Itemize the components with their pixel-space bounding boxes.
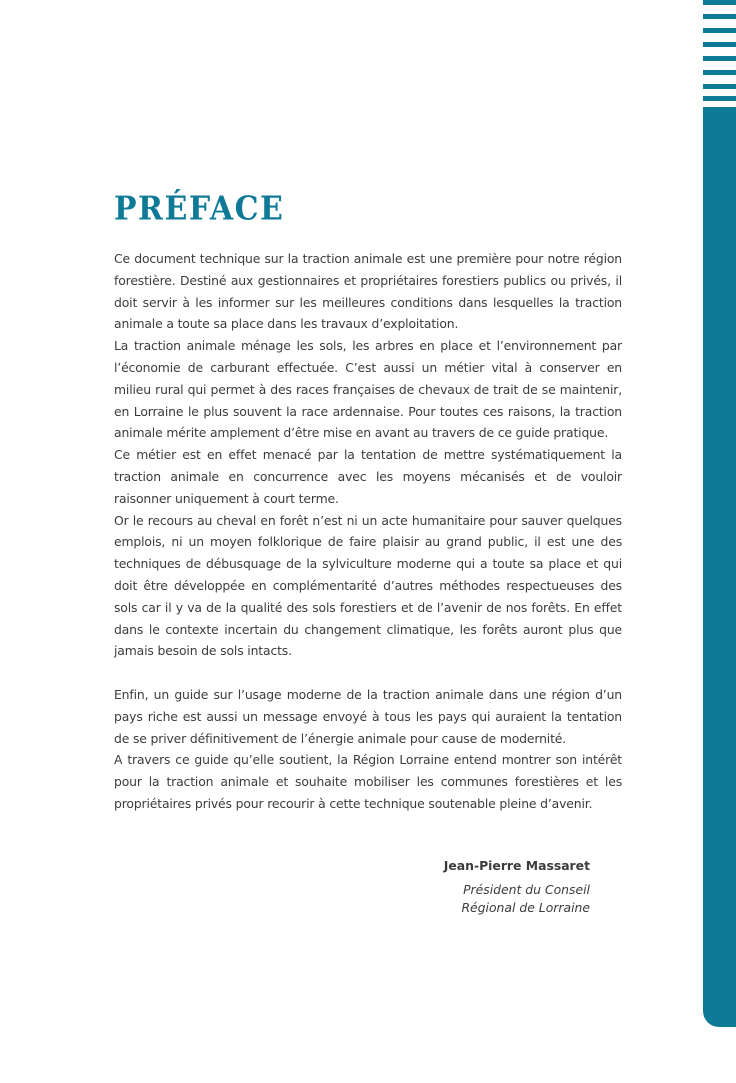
paragraph: Ce document technique sur la traction animale est une première pour notre région forestière. Destiné aux gestionnaires et propriétaires forestiers publics ou privés, il doit servir à les informer sur les meilleures conditions dans lesquelles la traction animale a toute sa place dans les travaux d’exploitation. <box>114 251 622 332</box>
preface-body <box>114 248 622 815</box>
stripe <box>703 70 736 75</box>
paragraph: A travers ce guide qu’elle soutient, la Région Lorraine entend montrer son intérêt pour la traction animale et souhaite mobiliser les communes forestières et les propriétaires privés pour recourir à cette technique soutenable pleine d’avenir. <box>114 752 622 811</box>
paragraph: La traction animale ménage les sols, les arbres en place et l’environnement par l’économie de carburant effectuée. C’est aussi un métier vital à conserver en milieu rural qui permet à des races françaises de chevaux de trait de se maintenir, en Lorraine le plus souvent la race ardennaise. Pour toutes ces raisons, la traction animale mérite amplement d’être mise en avant au travers de ce guide pratique. <box>114 338 622 441</box>
signatory-role: Président du Conseil <box>463 882 590 897</box>
signatory-role: Régional de Lorraine <box>461 900 590 915</box>
page-title: PRÉFACE <box>114 190 285 228</box>
stripe <box>703 56 736 61</box>
signatory-name: Jean-Pierre Massaret <box>443 858 590 873</box>
paragraph: Enfin, un guide sur l’usage moderne de la traction animale dans une région d’un pays riche est aussi un message envoyé à tous les pays qui auraient la tentation de se priver définitivement de l’énergie animale pour cause de modernité. <box>114 686 622 746</box>
signature-block <box>430 857 590 917</box>
stripe <box>703 0 736 5</box>
stripe <box>703 28 736 33</box>
stripe <box>703 42 736 47</box>
stripe <box>703 14 736 19</box>
stripe <box>703 96 736 101</box>
paragraph: Or le recours au cheval en forêt n’est ni un acte humanitaire pour sauver quelques emplois, ni un moyen folklorique de faire plaisir au grand public, il est une des techniques de débusquage de la sylviculture moderne qui a toute sa place et qui doit être développée en complémentarité d’autres méthodes respectueuses des sols car il y va de la qualité des sols forestiers et de l’avenir de nos forêts. En effet dans le contexte incertain du changement climatique, les forêts auront plus que jamais besoin de sols intacts. <box>114 512 622 659</box>
stripe <box>703 84 736 89</box>
paragraph: Ce métier est en effet menacé par la tentation de mettre systématiquement la traction animale en concurrence avec les moyens mécanisés et de vouloir raisonner uniquement à court terme. <box>114 447 622 506</box>
side-bar <box>703 107 736 1027</box>
